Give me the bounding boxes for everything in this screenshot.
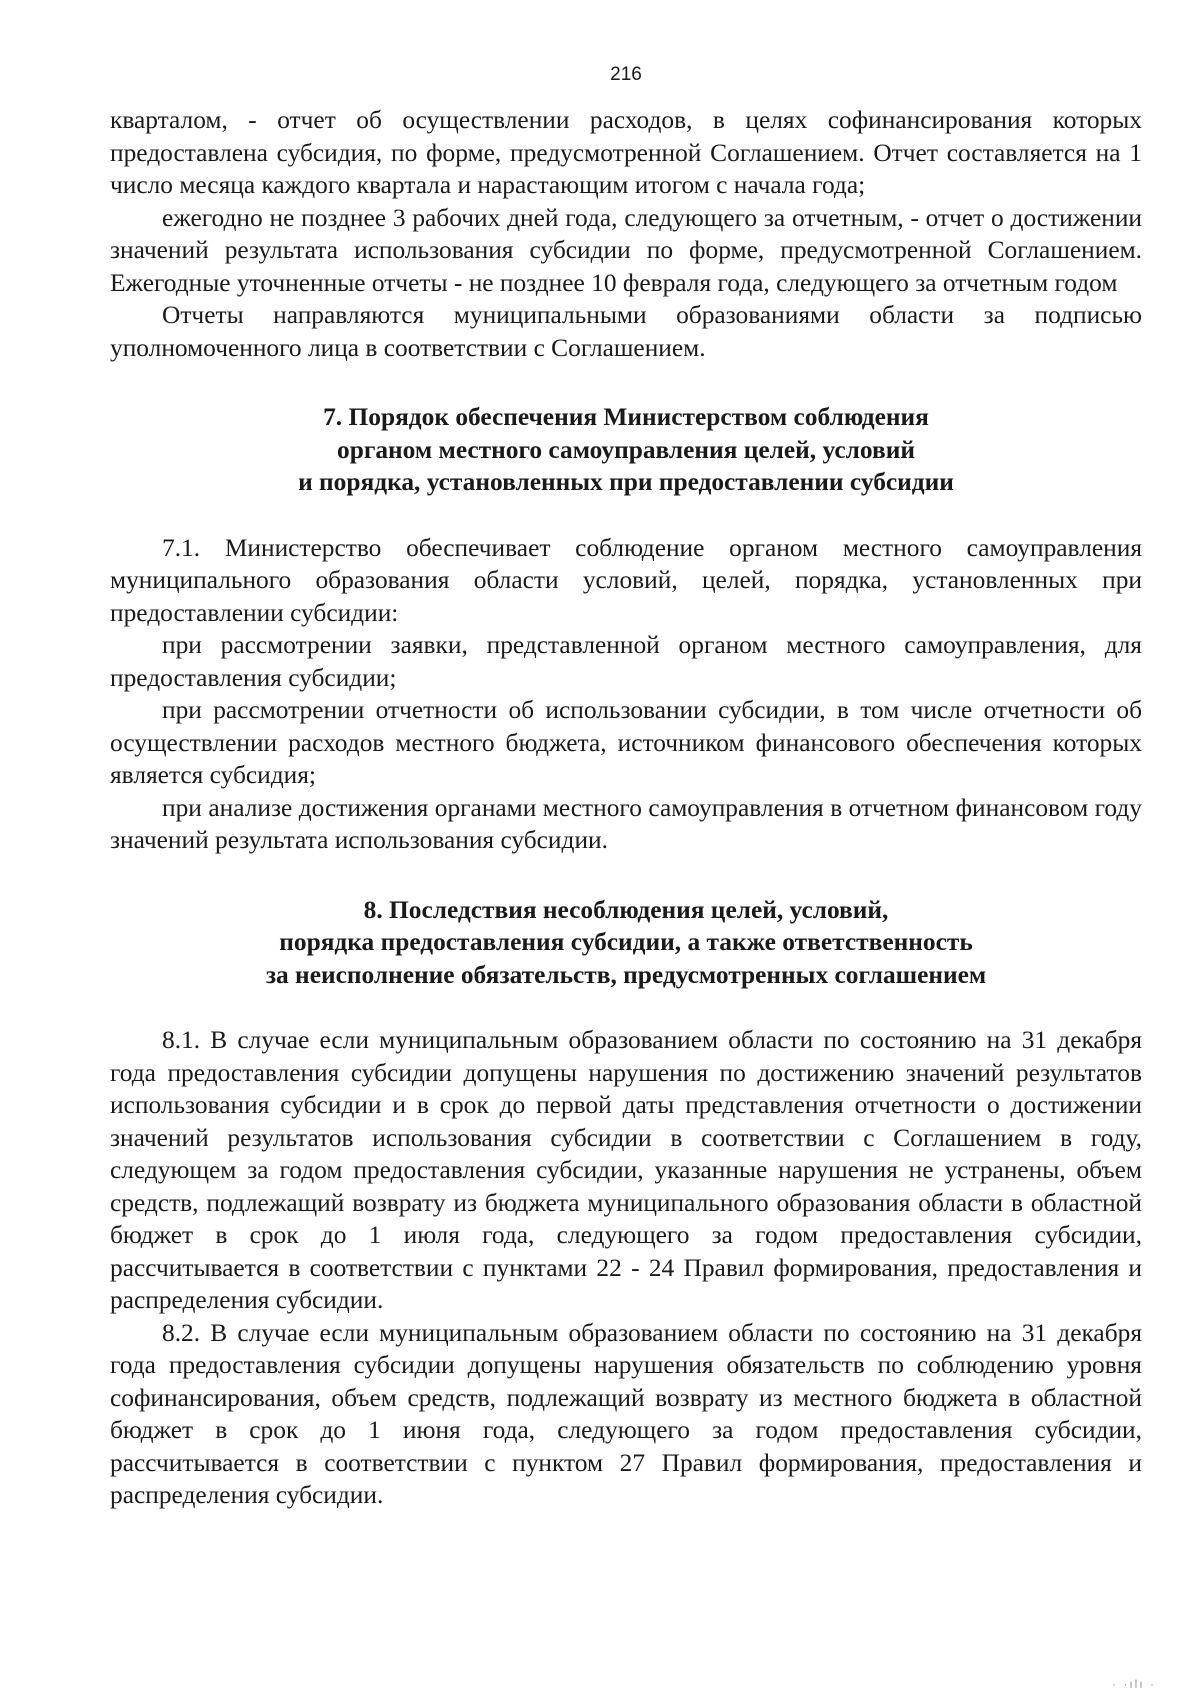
intro-text bbox=[110, 104, 1142, 364]
heading-line: 8. Последствия несоблюдения целей, условий, bbox=[363, 895, 889, 924]
page-number: 216 bbox=[610, 64, 642, 85]
heading-line: и порядка, установленных при предоставлении субсидии bbox=[298, 468, 954, 496]
paragraph: ежегодно не позднее 3 рабочих дней года, следующего за отчетным, - отчет о достижении значений результата использования субсидии по форме, предусмотренной Соглашением. Ежегодные уточненные отчеты - не позднее 10 февраля года, следующего за отчетным годом bbox=[110, 203, 1142, 297]
paragraph: Отчеты направляются муниципальными образованиями области за подписью уполномоченного лица в соответствии с Соглашением. bbox=[110, 301, 1142, 362]
paragraph: при анализе достижения органами местного самоуправления в отчетном финансовом году значений результата использования субсидии. bbox=[110, 793, 1142, 854]
paragraph-8-2: 8.2. В случае если муниципальным образованием области по состоянию на 31 декабря года предоставления субсидии допущены нарушения обязательств по соблюдению уровня софинансирования, объем средств, подлежащий возврату из местного бюджета в областной бюджет в срок до 1 июня года, следующего за годом предоставления субсидии, рассчитывается в соответствии с пунктом 27 Правил формирования, предоставления и распределения субсидии. bbox=[110, 1318, 1142, 1509]
heading-line: органом местного самоуправления целей, условий bbox=[337, 435, 915, 464]
paragraph-7-1: 7.1. Министерство обеспечивает соблюдение органом местного самоуправления муниципального образования области условий, целей, порядка, установленных при предоставлении субсидии: bbox=[110, 533, 1142, 627]
section-7-heading bbox=[110, 401, 1142, 499]
heading-line: за неисполнение обязательств, предусмотренных соглашением bbox=[265, 960, 987, 989]
heading-line: 7. Порядок обеспечения Министерством соблюдения bbox=[323, 403, 929, 431]
paragraph: при рассмотрении заявки, представленной органом местного самоуправления, для предоставления субсидии; bbox=[110, 631, 1142, 692]
section-7-body bbox=[110, 532, 1142, 857]
heading-line: порядка предоставления субсидии, а также ответственность bbox=[279, 928, 973, 956]
scan-artifact: · ·ılı · bbox=[1112, 1677, 1156, 1691]
section-8-heading bbox=[110, 894, 1142, 992]
paragraph: кварталом, - отчет об осуществлении расходов, в целях софинансирования которых предоставлена субсидия, по форме, предусмотренной Соглашением. Отчет составляется на 1 число месяца каждого квартала и нарастающим итогом с начала года; bbox=[110, 106, 1142, 199]
paragraph-8-1: 8.1. В случае если муниципальным образованием области по состоянию на 31 декабря года предоставления субсидии допущены нарушения по достижению значений результатов использования субсидии и в срок до первой даты представления отчетности о достижении значений результатов использования субсидии в соответствии с Соглашением в году, следующем за годом предоставления субсидии, указанные нарушения не устранены, объем средств, подлежащий возврату из бюджета муниципального образования области в областной бюджет в срок до 1 июля года, следующего за годом предоставления субсидии, рассчитывается в соответствии с пунктами 22 - 24 Правил формирования, предоставления и распределения субсидии. bbox=[110, 1026, 1142, 1314]
document-page bbox=[110, 62, 1142, 1512]
section-8-body bbox=[110, 1024, 1142, 1512]
paragraph: при рассмотрении отчетности об использовании субсидии, в том числе отчетности об осуществлении расходов местного бюджета, источником финансового обеспечения которых является субсидия; bbox=[110, 696, 1142, 789]
